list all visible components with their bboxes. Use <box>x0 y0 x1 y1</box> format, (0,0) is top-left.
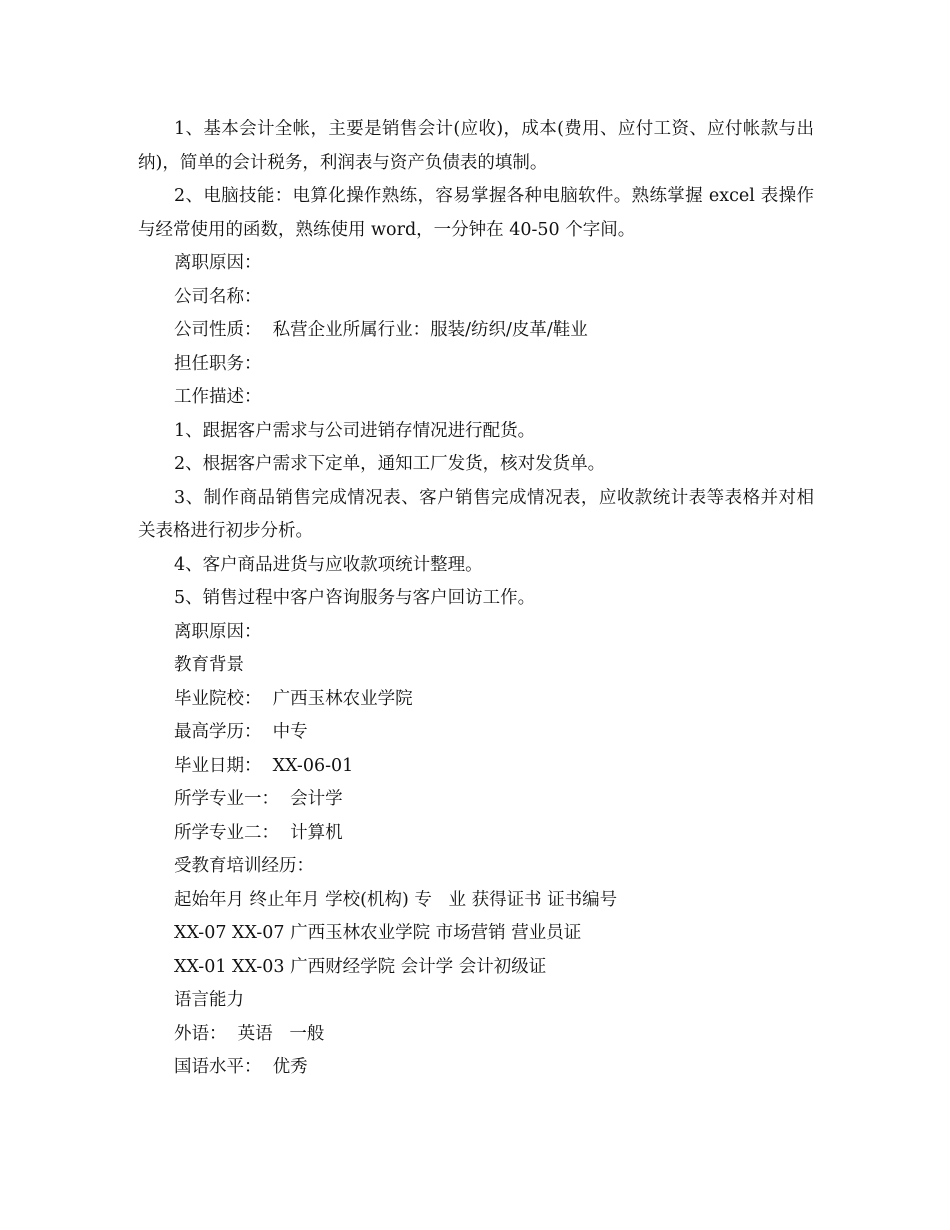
paragraph-duty-4: 4、客户商品进货与应收款项统计整理。 <box>174 554 483 575</box>
paragraph-training-row-2: XX-01 XX-03 广西财经学院 会计学 会计初级证 <box>174 956 547 977</box>
paragraph-education-heading: 教育背景 <box>174 655 244 675</box>
paragraph-leave-reason: 离职原因： <box>174 253 262 273</box>
paragraph-job-description: 工作描述： <box>174 387 262 407</box>
paragraph-duty-1: 1、跟据客户需求与公司进销存情况进行配货。 <box>174 420 536 441</box>
paragraph-position: 担任职务： <box>174 353 262 374</box>
paragraph-accounting-skills: 1、基本会计全帐，主要是销售会计(应收)，成本(费用、应付工资、应付帐款与出纳)，简单的会计税务，利润表与资产负债表的填制。 <box>138 119 814 173</box>
paragraph-language-heading: 语言能力 <box>174 990 244 1010</box>
paragraph-computer-skills: 2、电脑技能：电算化操作熟练，容易掌握各种电脑软件。熟练掌握 excel 表操作与经常使用的函数，熟练使用 word，一分钟在 40-50 个字间。 <box>138 186 814 240</box>
paragraph-duty-5: 5、销售过程中客户咨询服务与客户回访工作。 <box>174 588 536 608</box>
paragraph-graduation-date: 毕业日期： XX-06-01 <box>174 755 354 776</box>
paragraph-training-row-1: XX-07 XX-07 广西玉林农业学院 市场营销 营业员证 <box>174 923 582 943</box>
paragraph-degree: 最高学历： 中专 <box>174 722 308 742</box>
paragraph-leave-reason-2: 离职原因： <box>174 621 262 642</box>
paragraph-duty-3: 3、制作商品销售完成情况表、客户销售完成情况表，应收款统计表等表格并对相关表格进行初步分析。 <box>138 487 814 541</box>
paragraph-training-columns: 起始年月 终止年月 学校(机构) 专 业 获得证书 证书编号 <box>174 889 618 910</box>
paragraph-training-heading: 受教育培训经历： <box>174 856 314 876</box>
paragraph-school: 毕业院校： 广西玉林农业学院 <box>174 688 413 709</box>
paragraph-foreign-language: 外语： 英语 一般 <box>174 1023 325 1044</box>
paragraph-company-name: 公司名称： <box>174 286 262 307</box>
paragraph-major-2: 所学专业二： 计算机 <box>174 822 343 843</box>
document-body <box>138 113 814 1085</box>
paragraph-duty-2: 2、根据客户需求下定单，通知工厂发货，核对发货单。 <box>174 454 606 474</box>
paragraph-company-nature: 公司性质： 私营企业所属行业：服装/纺织/皮革/鞋业 <box>174 320 588 340</box>
paragraph-mandarin-level: 国语水平： 优秀 <box>174 1057 308 1077</box>
paragraph-major-1: 所学专业一： 会计学 <box>174 789 343 809</box>
